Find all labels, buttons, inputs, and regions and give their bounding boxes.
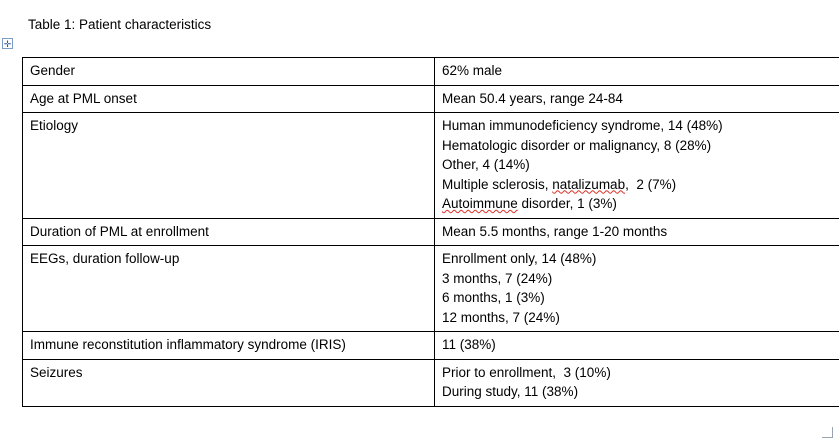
value-line: Mean 5.5 months, range 1-20 months bbox=[442, 223, 668, 239]
value-line: 11 (38%) bbox=[442, 337, 496, 352]
value-line: Prior to enrollment, 3 (10%) bbox=[442, 364, 611, 380]
row-value bbox=[435, 246, 839, 332]
table-row bbox=[23, 246, 839, 332]
table-body bbox=[23, 58, 839, 407]
value-line: 6 months, 1 (3%) bbox=[442, 290, 545, 305]
table-row bbox=[23, 218, 839, 246]
row-value bbox=[435, 359, 839, 406]
row-value bbox=[435, 218, 839, 246]
value-line: Multiple sclerosis, natalizumab, 2 (7%) bbox=[442, 176, 677, 192]
row-value bbox=[435, 85, 839, 113]
row-value bbox=[435, 113, 839, 219]
value-line: Mean 50.4 years, range 24-84 bbox=[442, 90, 623, 106]
row-value bbox=[435, 58, 839, 86]
value-line: Enrollment only, 14 (48%) bbox=[442, 251, 597, 266]
value-line: Human immunodeficiency syndrome, 14 (48%) bbox=[442, 118, 723, 133]
row-label: Seizures bbox=[23, 359, 435, 406]
page-corner-mark bbox=[822, 427, 833, 438]
table-row bbox=[23, 359, 839, 406]
row-value bbox=[435, 332, 839, 360]
value-line: 62% male bbox=[442, 63, 503, 78]
move-cross-icon[interactable]: ✛ bbox=[3, 39, 12, 49]
value-line: 12 months, 7 (24%) bbox=[442, 309, 560, 325]
value-line: During study, 11 (38%) bbox=[442, 384, 579, 399]
value-line: Autoimmune disorder, 1 (3%) bbox=[442, 196, 617, 211]
row-label: Etiology bbox=[23, 113, 435, 219]
row-label: Gender bbox=[23, 58, 435, 86]
row-label: Age at PML onset bbox=[23, 85, 435, 113]
table-row bbox=[23, 58, 839, 86]
row-label: Immune reconstitution inflammatory syndrome (IRIS) bbox=[23, 332, 435, 360]
row-label: Duration of PML at enrollment bbox=[23, 218, 435, 246]
patient-characteristics-table bbox=[22, 57, 839, 407]
value-line: Other, 4 (14%) bbox=[442, 157, 530, 172]
table-row bbox=[23, 332, 839, 360]
value-line: Hematologic disorder or malignancy, 8 (28%) bbox=[442, 137, 712, 153]
table-row bbox=[23, 85, 839, 113]
row-label: EEGs, duration follow-up bbox=[23, 246, 435, 332]
table-row bbox=[23, 113, 839, 219]
table-caption: Table 1: Patient characteristics bbox=[28, 17, 212, 32]
value-line: 3 months, 7 (24%) bbox=[442, 270, 553, 286]
